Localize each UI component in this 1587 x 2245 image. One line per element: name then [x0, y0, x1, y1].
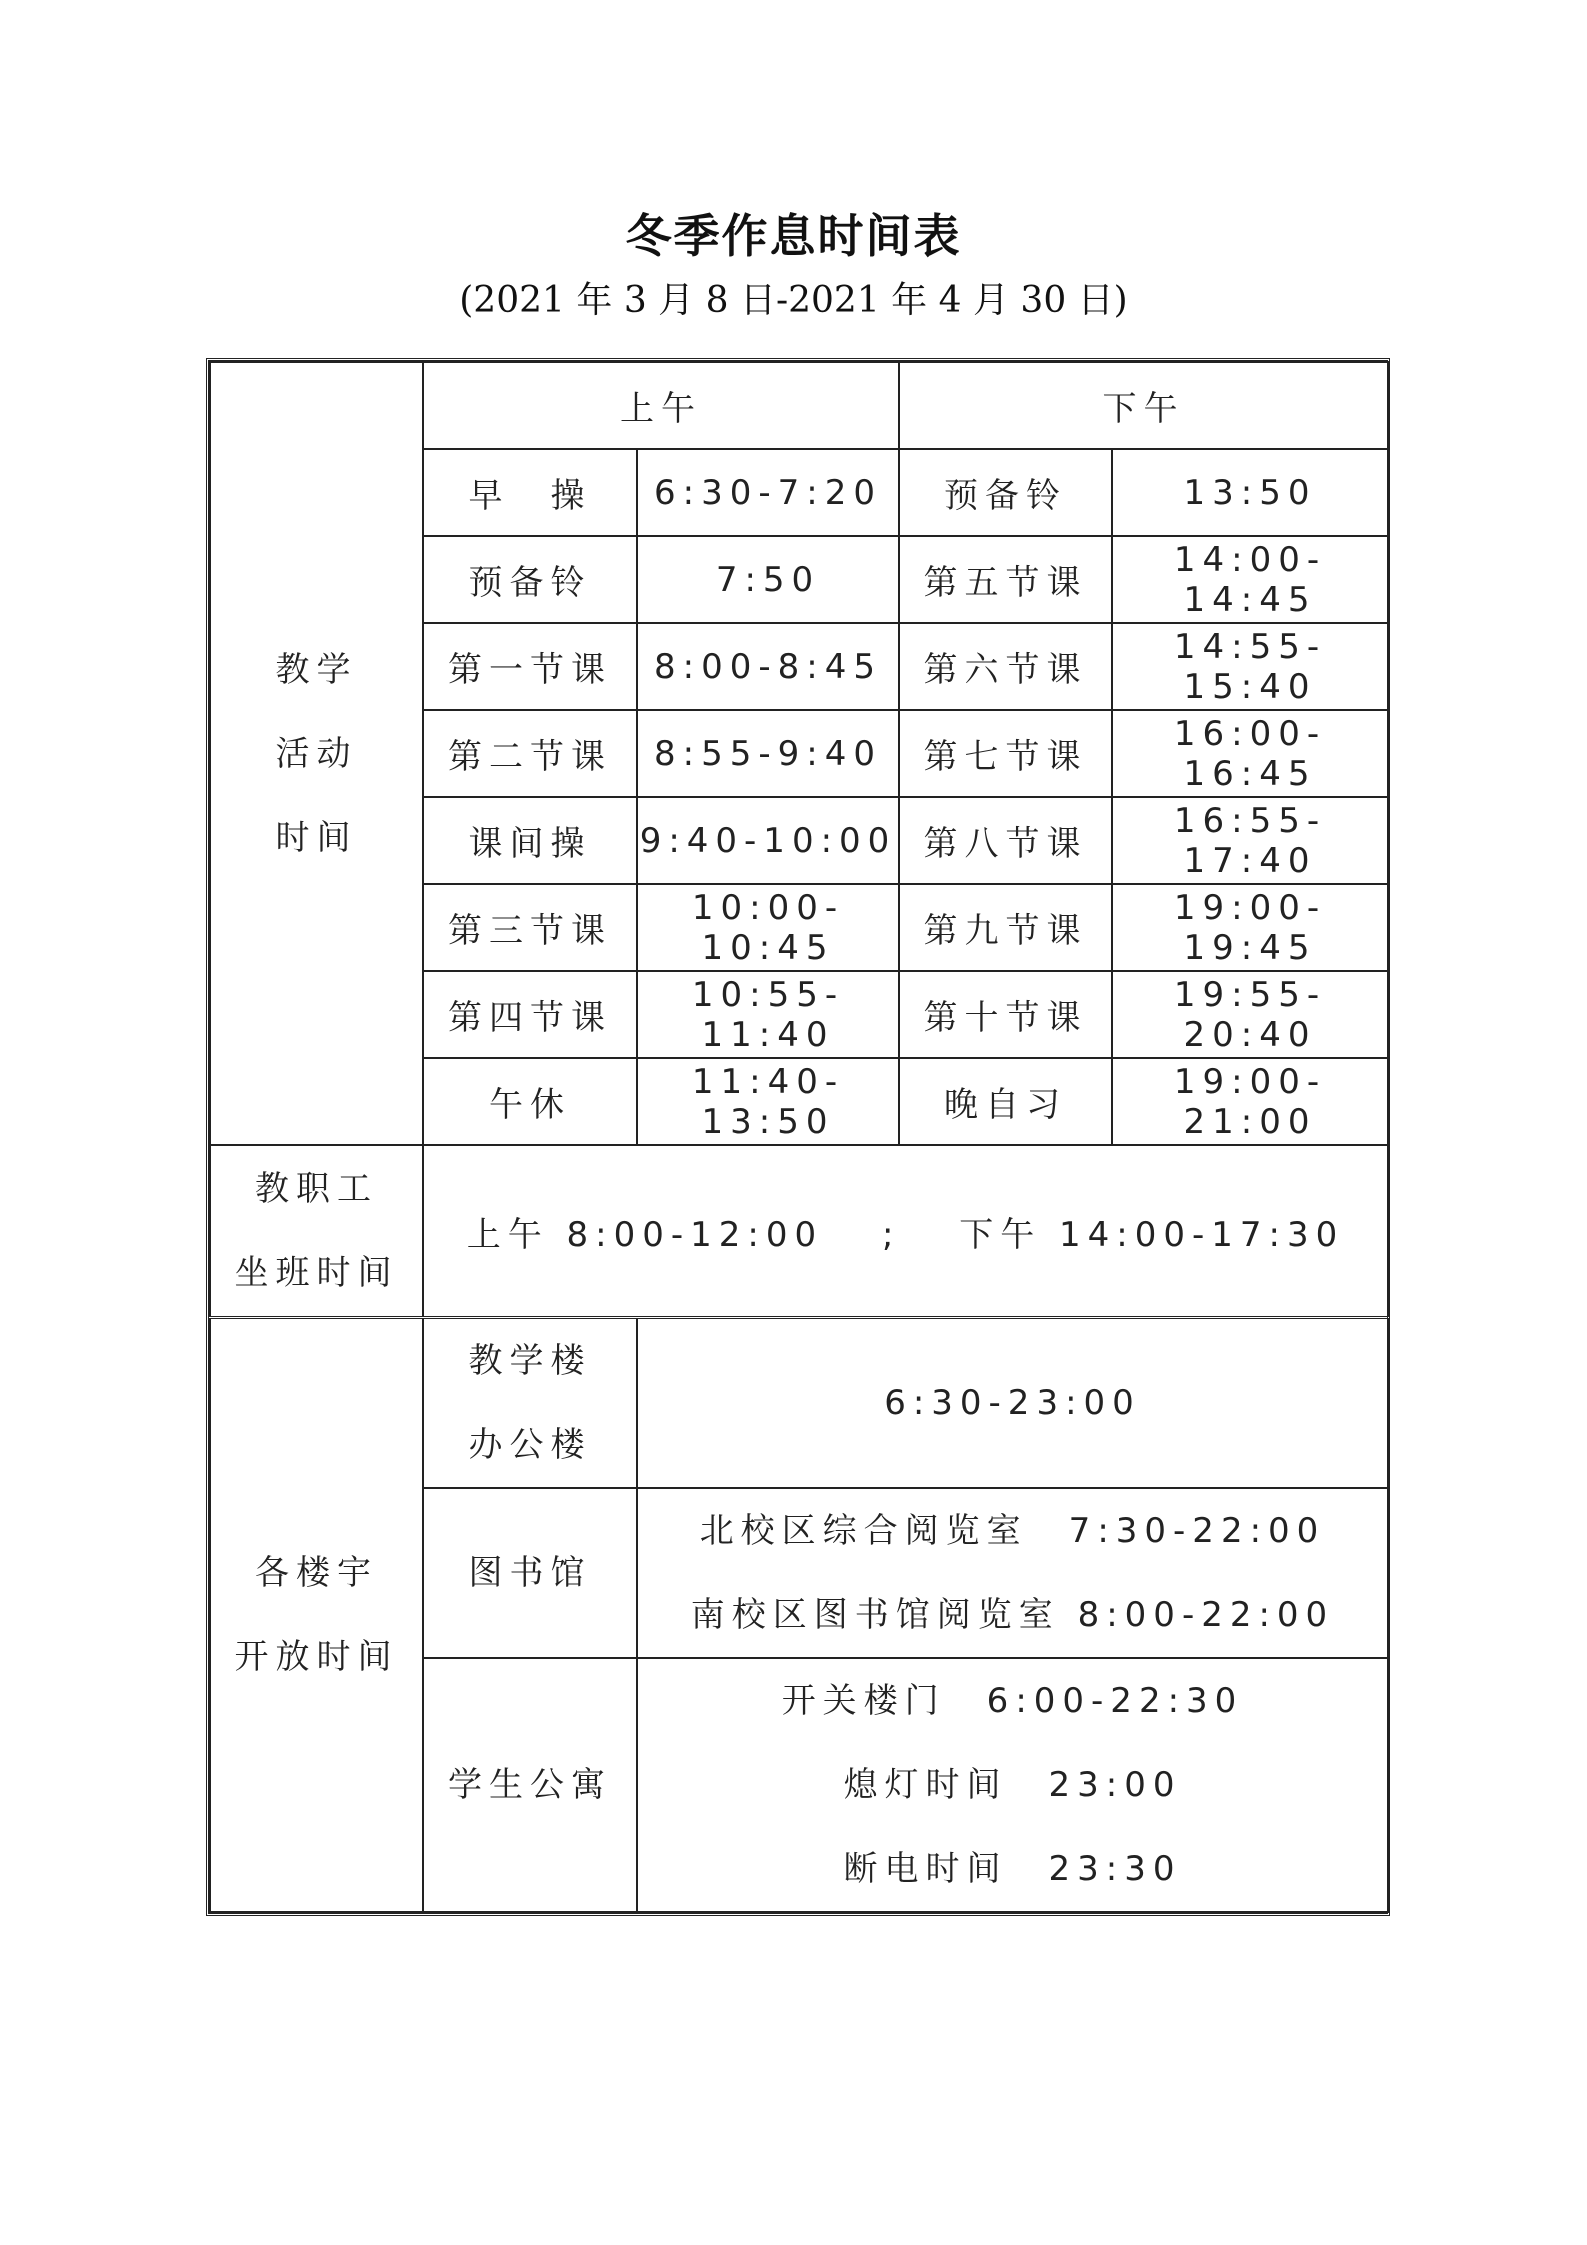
staff-hours: 上午 8:00-12:00 ; 下午 14:00-17:30	[423, 1145, 1388, 1318]
building-hours: 北校区综合阅览室 7:30-22:00 南校区图书馆阅览室 8:00-22:00	[637, 1488, 1388, 1658]
pm-time: 19:00-19:45	[1112, 884, 1388, 971]
am-time: 8:00-8:45	[637, 623, 899, 710]
pm-item: 第五节课	[899, 536, 1112, 623]
schedule-table	[206, 358, 1390, 1916]
staff-section	[210, 1145, 1388, 1318]
morning-header: 上午	[423, 362, 899, 449]
building-hours: 开关楼门 6:00-22:30 熄灯时间 23:00 断电时间 23:30	[637, 1658, 1388, 1912]
am-item: 第一节课	[423, 623, 637, 710]
buildings-section	[210, 1318, 1388, 1913]
am-item: 第三节课	[423, 884, 637, 971]
pm-time: 19:55-20:40	[1112, 971, 1388, 1058]
am-item: 午休	[423, 1058, 637, 1145]
teaching-label: 教学 活动 时间	[210, 362, 423, 1145]
pm-time: 14:00-14:45	[1112, 536, 1388, 623]
pm-item: 第九节课	[899, 884, 1112, 971]
am-item: 第四节课	[423, 971, 637, 1058]
pm-item: 预备铃	[899, 449, 1112, 536]
pm-item: 第八节课	[899, 797, 1112, 884]
building-name: 学生公寓	[423, 1658, 637, 1912]
pm-time: 19:00-21:00	[1112, 1058, 1388, 1145]
date-range-subtitle: (2021 年 3 月 8 日-2021 年 4 月 30 日)	[459, 280, 1128, 321]
pm-time: 14:55-15:40	[1112, 623, 1388, 710]
building-name: 图书馆	[423, 1488, 637, 1658]
afternoon-header: 下午	[899, 362, 1388, 449]
building-name: 教学楼 办公楼	[423, 1318, 637, 1489]
pm-item: 第六节课	[899, 623, 1112, 710]
am-item: 早 操	[423, 449, 637, 536]
pm-time: 16:00-16:45	[1112, 710, 1388, 797]
pm-item: 第十节课	[899, 971, 1112, 1058]
am-time: 7:50	[637, 536, 899, 623]
pm-time: 16:55-17:40	[1112, 797, 1388, 884]
staff-label: 教职工 坐班时间	[210, 1145, 423, 1318]
am-time: 6:30-7:20	[637, 449, 899, 536]
page-title: 冬季作息时间表	[625, 209, 962, 263]
am-item: 预备铃	[423, 536, 637, 623]
am-time: 11:40-13:50	[637, 1058, 899, 1145]
pm-time: 13:50	[1112, 449, 1388, 536]
am-time: 8:55-9:40	[637, 710, 899, 797]
pm-item: 晚自习	[899, 1058, 1112, 1145]
am-time: 10:55-11:40	[637, 971, 899, 1058]
am-item: 课间操	[423, 797, 637, 884]
building-hours: 6:30-23:00	[637, 1318, 1388, 1489]
buildings-label: 各楼宇 开放时间	[210, 1318, 423, 1913]
am-time: 9:40-10:00	[637, 797, 899, 884]
teaching-section	[210, 362, 1388, 1145]
am-time: 10:00-10:45	[637, 884, 899, 971]
am-item: 第二节课	[423, 710, 637, 797]
pm-item: 第七节课	[899, 710, 1112, 797]
